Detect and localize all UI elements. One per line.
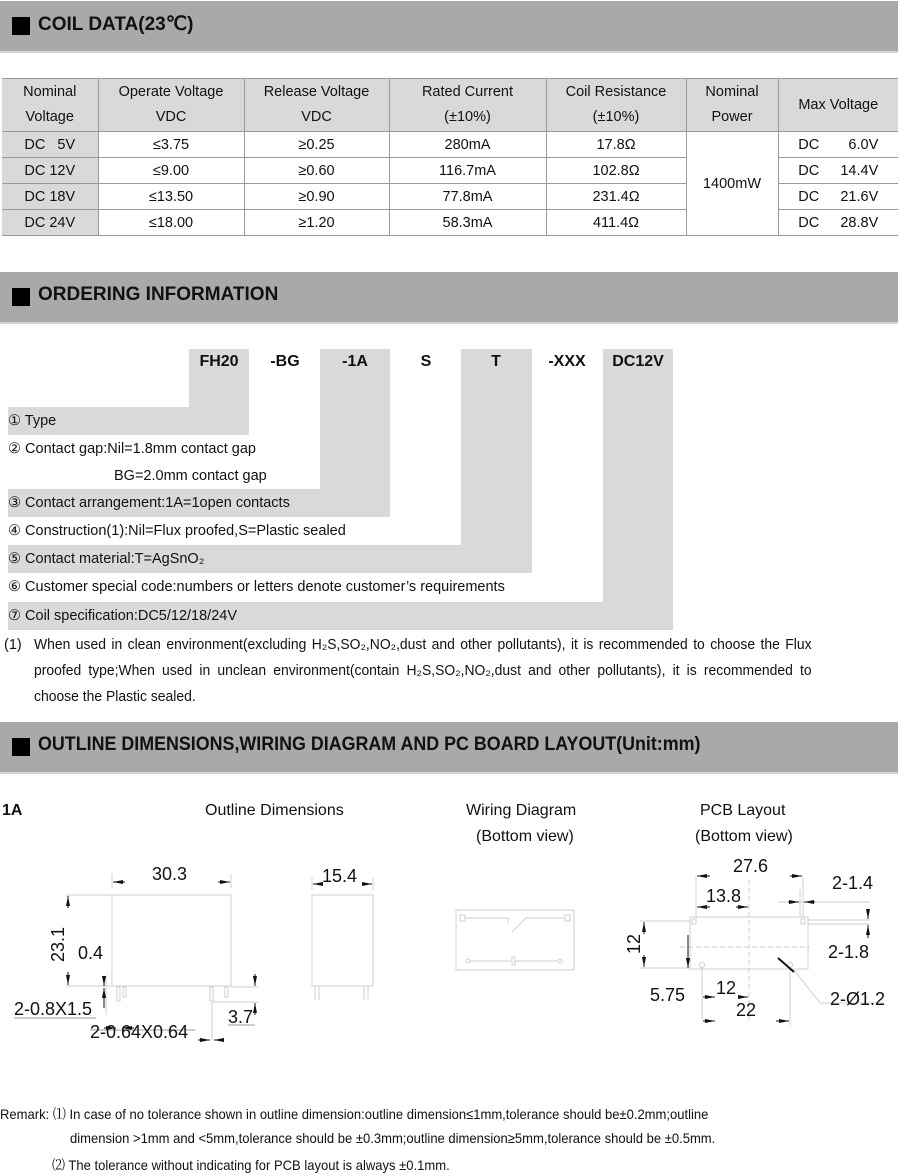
pcb-layout-label: PCB Layout xyxy=(700,802,786,819)
table-row xyxy=(2,132,898,158)
section-title: OUTLINE DIMENSIONS,WIRING DIAGRAM AND PC BOARD LAYOUT(Unit:mm) xyxy=(38,734,701,755)
cell-resistance: 102.8Ω xyxy=(546,158,686,184)
ordering-item-type: ① Type xyxy=(8,407,249,435)
square-bullet-icon xyxy=(12,17,30,35)
variant-label: 1A xyxy=(2,802,23,819)
code-contact-arrangement: -1A xyxy=(342,353,368,370)
cell-release: ≥0.25 xyxy=(244,132,389,158)
col-coil-resistance: Coil Resistance (±10%) xyxy=(546,79,686,132)
code-construction: S xyxy=(420,353,432,370)
dim-pin1: 2-0.8X1.5 xyxy=(14,999,93,1019)
dim-gap: 0.4 xyxy=(78,943,104,963)
cell-release: ≥0.60 xyxy=(244,158,389,184)
dim-row: 12 xyxy=(624,933,644,954)
ordering-info-header xyxy=(0,272,898,324)
cell-operate: ≤3.75 xyxy=(98,132,244,158)
cell-operate: ≤18.00 xyxy=(98,210,244,236)
ordering-item-construction: ④ Construction(1):Nil=Flux proofed,S=Plastic sealed xyxy=(8,523,346,539)
cell-resistance: 231.4Ω xyxy=(546,184,686,210)
pcb-layout-sublabel: (Bottom view) xyxy=(695,828,793,845)
dim-pin-length: 3.7 xyxy=(228,1007,254,1027)
pcb-layout-drawing xyxy=(600,850,900,1040)
square-bullet-icon xyxy=(12,738,30,756)
coil-data-header xyxy=(0,1,898,53)
cell-max-voltage: DC 6.0V xyxy=(778,132,898,158)
cell-operate: ≤13.50 xyxy=(98,184,244,210)
ordering-item-arrangement: ③ Contact arrangement:1A=1open contacts xyxy=(8,489,390,517)
col-nominal-power: Nominal Power xyxy=(686,79,778,132)
cell-nominal-power: 1400mW xyxy=(686,132,778,236)
code-coil-spec: DC12V xyxy=(612,353,664,370)
remark-line-3: ⑵ The tolerance without indicating for PCB layout is always ±0.1mm. xyxy=(52,1157,450,1173)
section-title: COIL DATA(23℃) xyxy=(38,14,194,35)
wiring-diagram-sublabel: (Bottom view) xyxy=(476,828,574,845)
cell-nominal: DC 24V xyxy=(2,210,98,236)
square-bullet-icon xyxy=(12,288,30,306)
col-rated-current: Rated Current (±10%) xyxy=(389,79,546,132)
table-header-row xyxy=(2,79,898,132)
cell-current: 116.7mA xyxy=(389,158,546,184)
cell-nominal: DC 18V xyxy=(2,184,98,210)
cell-nominal: DC 12V xyxy=(2,158,98,184)
code-contact-gap: -BG xyxy=(270,353,300,370)
cell-nominal: DC 5V xyxy=(2,132,98,158)
dim-height: 23.1 xyxy=(48,926,68,962)
code-contact-material: T xyxy=(491,353,501,370)
dim-width: 30.3 xyxy=(152,864,188,884)
cell-max-voltage: DC 21.6V xyxy=(778,184,898,210)
code-customer: -XXX xyxy=(548,353,586,370)
cell-resistance: 17.8Ω xyxy=(546,132,686,158)
ordering-item-material: ⑤ Contact material:T=AgSnO₂ xyxy=(8,545,532,573)
cell-operate: ≤9.00 xyxy=(98,158,244,184)
construction-note: (1) When used in clean environment(excluding H₂S,SO₂,NO₂,dust and other pollutants), it is recommended to choose the Flux proofed type;When used in unclean environment(contain H₂S,SO₂,NO₂,dust and other pollutants), it is recommended to choose the Plastic sealed. xyxy=(4,637,812,705)
dim-coil-span: 22 xyxy=(736,1000,757,1020)
ordering-item-customer: ⑥ Customer special code:numbers or letters denote customer’s requirements xyxy=(8,579,505,595)
col-max-voltage: Max Voltage xyxy=(778,79,898,132)
dim-slot-width: 2-1.4 xyxy=(832,873,874,893)
wiring-diagram xyxy=(450,905,580,975)
dim-coil-x: 12 xyxy=(716,978,737,998)
col-release-voltage: Release Voltage VDC xyxy=(244,79,389,132)
ordering-item-coil: ⑦ Coil specification:DC5/12/18/24V xyxy=(8,602,673,630)
outline-header xyxy=(0,722,898,774)
wiring-diagram-label: Wiring Diagram xyxy=(466,802,577,819)
ordering-item-contact-gap: ② Contact gap:Nil=1.8mm contact gap xyxy=(8,441,256,457)
cell-release: ≥1.20 xyxy=(244,210,389,236)
code-type: FH20 xyxy=(199,353,239,370)
remark-line-2: dimension >1mm and <5mm,tolerance should be ±0.3mm;outline dimension≥5mm,tolerance should be ±0.5mm. xyxy=(70,1130,716,1146)
dim-depth: 15.4 xyxy=(322,866,358,886)
dim-pin2: 2-0.64X0.64 xyxy=(90,1022,189,1042)
outline-front-drawing xyxy=(0,850,300,1050)
col-operate-voltage: Operate Voltage VDC xyxy=(98,79,244,132)
dim-offset: 5.75 xyxy=(650,985,686,1005)
cell-resistance: 411.4Ω xyxy=(546,210,686,236)
section-title: ORDERING INFORMATION xyxy=(38,284,279,305)
cell-max-voltage: DC 14.4V xyxy=(778,158,898,184)
dim-slot-height: 2-1.8 xyxy=(828,942,870,962)
outline-dimensions-label: Outline Dimensions xyxy=(205,802,344,819)
outline-side-drawing xyxy=(300,860,380,1000)
dim-half: 13.8 xyxy=(706,886,742,906)
cell-max-voltage: DC 28.8V xyxy=(778,210,898,236)
col-nominal-voltage: Nominal Voltage xyxy=(2,79,98,132)
ordering-item-contact-gap-bg: BG=2.0mm contact gap xyxy=(114,468,267,484)
cell-current: 280mA xyxy=(389,132,546,158)
cell-current: 58.3mA xyxy=(389,210,546,236)
coil-data-table xyxy=(2,78,898,236)
remark-line-1: Remark: ⑴ In case of no tolerance shown in outline dimension:outline dimension≤1mm,tolerance should be±0.2mm;outline xyxy=(0,1106,709,1122)
cell-release: ≥0.90 xyxy=(244,184,389,210)
cell-current: 77.8mA xyxy=(389,184,546,210)
dim-hole: 2-Ø1.2 xyxy=(830,989,886,1009)
dim-span: 27.6 xyxy=(733,856,769,876)
code-column-bg xyxy=(461,349,532,573)
code-column-bg xyxy=(603,349,673,630)
